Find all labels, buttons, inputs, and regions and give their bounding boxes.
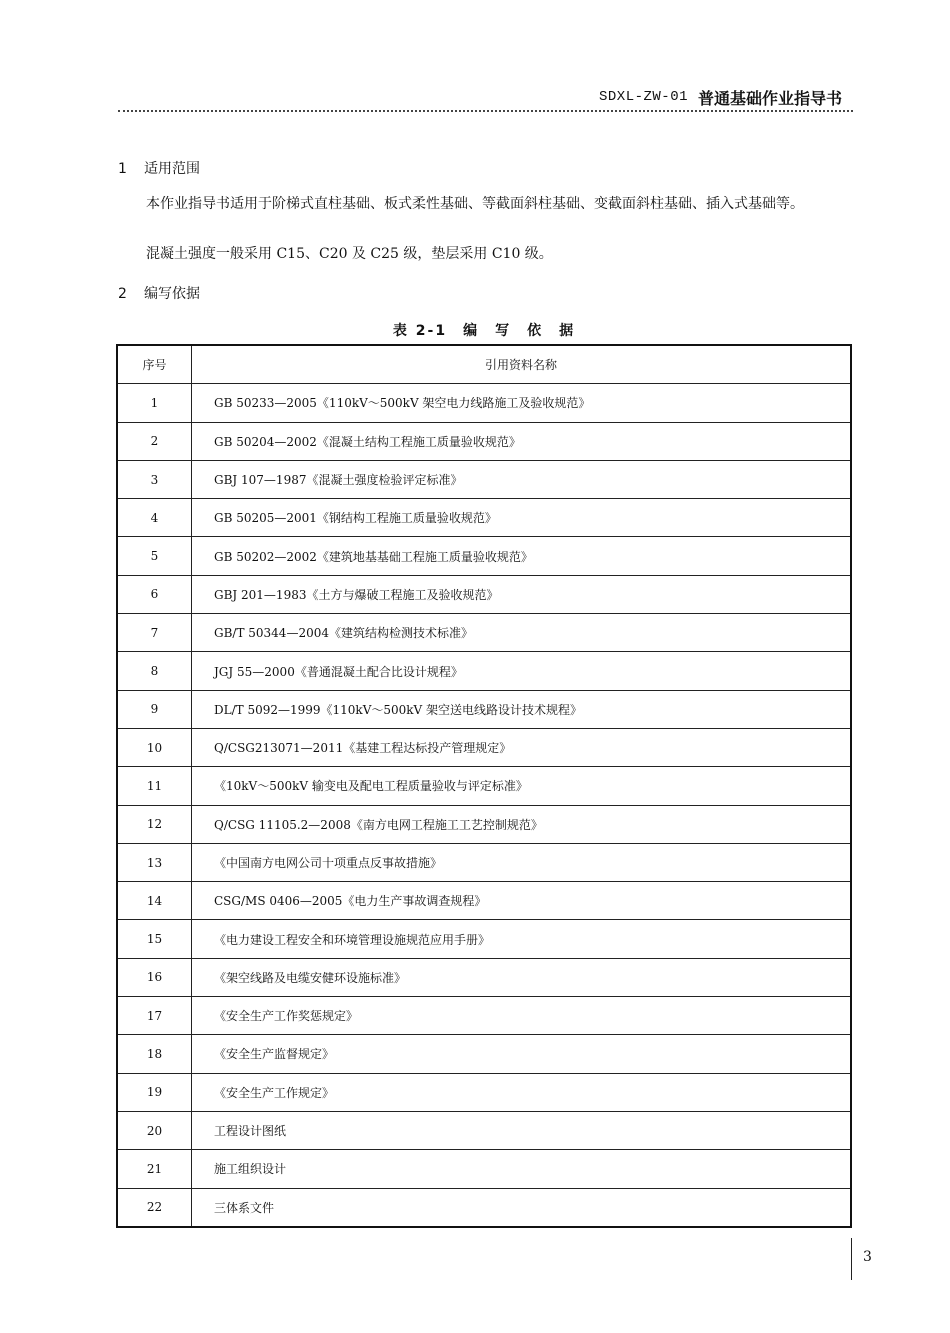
row-reference-name: GB/T 50344—2004《建筑结构检测技术标准》 [192,614,852,652]
row-reference-name: 《架空线路及电缆安健环设施标准》 [192,958,852,996]
section-number: 2 [118,286,127,302]
paragraph-concrete: 混凝土强度一般采用 C15、C20 及 C25 级，垫层采用 C10 级。 [146,246,553,262]
table-row [117,1035,851,1073]
table-row [117,537,851,575]
row-serial: 11 [117,767,192,805]
row-reference-name: 施工组织设计 [192,1150,852,1188]
table-body [117,384,851,1227]
section-heading-1 [118,158,200,178]
row-serial: 3 [117,460,192,498]
row-serial: 13 [117,843,192,881]
row-serial: 2 [117,422,192,460]
doc-code: SDXL-ZW-01 [599,89,689,105]
row-serial: 22 [117,1188,192,1227]
row-reference-name: GBJ 107—1987《混凝土强度检验评定标准》 [192,460,852,498]
header-serial: 序号 [117,345,192,384]
table-row [117,499,851,537]
row-serial: 7 [117,614,192,652]
table-row [117,920,851,958]
row-reference-name: GBJ 201—1983《土方与爆破工程施工及验收规范》 [192,575,852,613]
row-serial: 15 [117,920,192,958]
row-reference-name: GB 50233—2005《110kV～500kV 架空电力线路施工及验收规范》 [192,384,852,422]
row-serial: 18 [117,1035,192,1073]
row-serial: 21 [117,1150,192,1188]
row-reference-name: 《安全生产工作规定》 [192,1073,852,1111]
table-row [117,805,851,843]
reference-table [116,344,852,1228]
row-serial: 1 [117,384,192,422]
table-row [117,1188,851,1227]
row-reference-name: JGJ 55—2000《普通混凝土配合比设计规程》 [192,652,852,690]
row-serial: 14 [117,882,192,920]
row-serial: 20 [117,1111,192,1149]
page-number: 3 [863,1249,872,1265]
section-number: 1 [118,161,127,177]
table-row [117,384,851,422]
table-row [117,614,851,652]
row-reference-name: GB 50205—2001《钢结构工程施工质量验收规范》 [192,499,852,537]
row-serial: 19 [117,1073,192,1111]
row-serial: 16 [117,958,192,996]
row-serial: 17 [117,997,192,1035]
row-serial: 10 [117,728,192,766]
row-reference-name: 《安全生产监督规定》 [192,1035,852,1073]
row-reference-name: Q/CSG 11105.2—2008《南方电网工程施工工艺控制规范》 [192,805,852,843]
section-heading-2 [118,283,200,303]
row-reference-name: CSG/MS 0406—2005《电力生产事故调查规程》 [192,882,852,920]
row-serial: 12 [117,805,192,843]
table-caption: 表 2-1 编 写 依 据 [392,323,576,339]
row-serial: 9 [117,690,192,728]
row-reference-name: 《10kV～500kV 输变电及配电工程质量验收与评定标准》 [192,767,852,805]
section-title: 编写依据 [144,286,200,302]
page-number-rule [851,1238,852,1280]
table-row [117,958,851,996]
table-row [117,767,851,805]
row-reference-name: GB 50202—2002《建筑地基基础工程施工质量验收规范》 [192,537,852,575]
section-title: 适用范围 [144,161,200,177]
table-header-row [117,345,851,384]
row-reference-name: 工程设计图纸 [192,1111,852,1149]
row-serial: 6 [117,575,192,613]
table-row [117,1111,851,1149]
table-row [117,882,851,920]
row-serial: 5 [117,537,192,575]
row-reference-name: DL/T 5092—1999《110kV～500kV 架空送电线路设计技术规程》 [192,690,852,728]
table-row [117,1150,851,1188]
row-reference-name: Q/CSG213071—2011《基建工程达标投产管理规定》 [192,728,852,766]
table-row [117,1073,851,1111]
paragraph-scope: 本作业指导书适用于阶梯式直柱基础、板式柔性基础、等截面斜柱基础、变截面斜柱基础、插入式基础等。 [146,196,804,212]
table-row [117,460,851,498]
table-row [117,728,851,766]
table-row [117,690,851,728]
row-reference-name: 《安全生产工作奖惩规定》 [192,997,852,1035]
header-divider [118,110,853,112]
table-row [117,997,851,1035]
row-reference-name: 《中国南方电网公司十项重点反事故措施》 [192,843,852,881]
row-reference-name: GB 50204—2002《混凝土结构工程施工质量验收规范》 [192,422,852,460]
table-row [117,422,851,460]
table-row [117,843,851,881]
table-row [117,652,851,690]
doc-title: 普通基础作业指导书 [698,89,843,108]
table-row [117,575,851,613]
row-reference-name: 三体系文件 [192,1188,852,1227]
row-serial: 4 [117,499,192,537]
row-reference-name: 《电力建设工程安全和环境管理设施规范应用手册》 [192,920,852,958]
row-serial: 8 [117,652,192,690]
header-reference-name: 引用资料名称 [192,345,852,384]
